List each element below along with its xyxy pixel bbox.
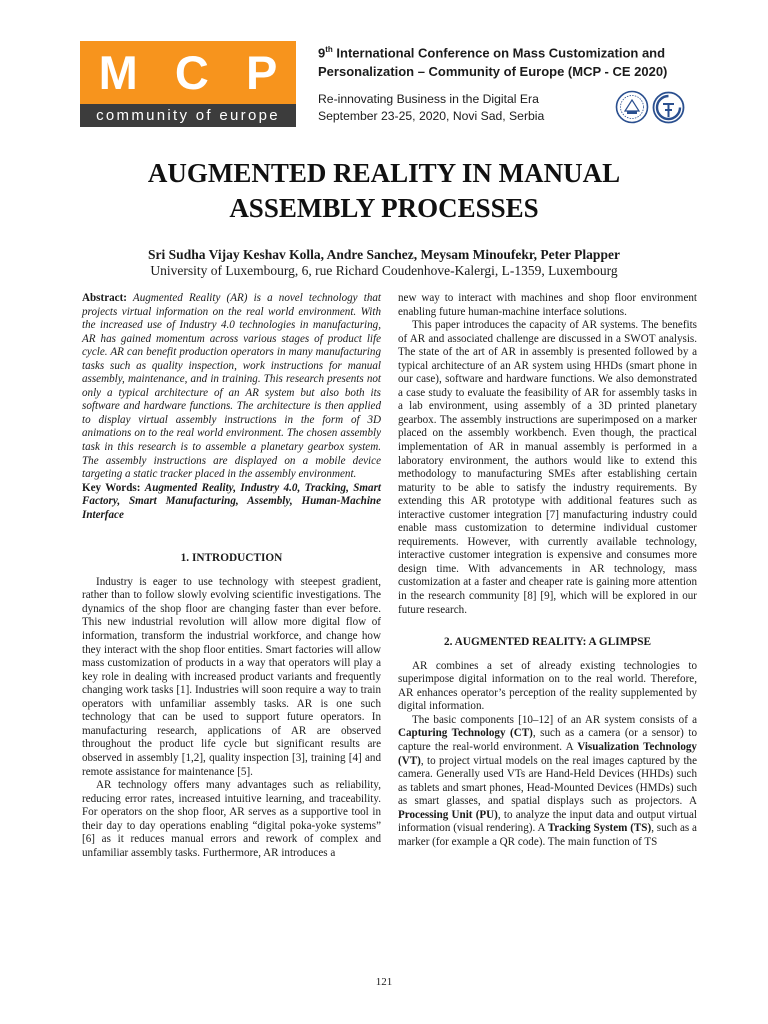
text-run: , such as a camera (or a sensor) to capture the real-world environment. A	[398, 727, 697, 753]
keywords	[82, 482, 381, 523]
text-run: The basic components [10–12] of an AR system consists of a	[412, 713, 697, 726]
paper-authors: Sri Sudha Vijay Keshav Kolla, Andre Sanchez, Meysam Minoufekr, Peter Plapper	[148, 247, 620, 262]
conference-ordinal-suffix: th	[325, 45, 333, 54]
right-column	[398, 292, 697, 849]
logo-letters	[80, 45, 296, 99]
university-seal-icon	[615, 90, 649, 124]
abstract-label: Abstract:	[82, 292, 127, 304]
conference-name-line2: Personalization – Community of Europe (MCP - CE 2020)	[318, 64, 668, 80]
term-visualization-technology: Visualization Technology (VT)	[398, 740, 697, 767]
left-column	[82, 292, 381, 860]
conference-ordinal: 9	[318, 45, 326, 61]
keywords-label: Key Words:	[82, 481, 145, 494]
conference-theme: Re-innovating Business in the Digital Era	[318, 92, 539, 107]
abstract	[82, 292, 381, 482]
conference-name	[318, 40, 718, 81]
conference-date-location: September 23-25, 2020, Novi Sad, Serbia	[318, 109, 545, 124]
section2-paragraph: AR combines a set of already existing technologies to superimpose digital information on to the real world. Therefore, AR enhances operator’s perception of the reality supplemented by digital information.	[398, 659, 697, 713]
logo-letter-p: P	[246, 45, 278, 99]
logo-letter-c: C	[174, 45, 209, 99]
abstract-text: Augmented Reality (AR) is a novel technology that projects virtual information on the real world environment. With the increased use of Industry 4.0 technologies in manufacturing, AR has gained momentum across various stages of product life cycle. AR can benefit production operators in many manufacturing tasks such as quality inspection, work instructions for manual assembly, maintenance, and in training. This research presents not only a typical architecture of an AR system but also both its software and hardware functions. The architecture is then applied to display virtual assembly instructions in the form of 3D animations on to the real world environment. The chosen assembly task in this research is to assemble a planetary gearbox system. The assembly instructions are displayed on a mobile device targeting a static tracker placed in the assembly environment.	[82, 292, 381, 481]
term-capturing-technology: Capturing Technology (CT)	[398, 727, 533, 740]
keywords-text: Augmented Reality, Industry 4.0, Tracking, Smart Factory, Smart Manufacturing, Assembly, Human-Machine Interface	[82, 481, 381, 521]
paper-title-line1: AUGMENTED REALITY IN MANUAL	[147, 158, 621, 188]
mcp-logo	[80, 41, 296, 127]
section2-paragraph	[398, 714, 697, 849]
section1-heading: 1. INTRODUCTION	[180, 552, 283, 565]
section2-heading: 2. AUGMENTED REALITY: A GLIMPSE	[443, 636, 652, 649]
text-run: , such as a marker (for example a QR code). The main function of TS	[398, 822, 697, 848]
section1-paragraph: This paper introduces the capacity of AR systems. The benefits of AR and associated challenge are discussed in a SWOT analysis. The state of the art of AR in assembly is presented followed by a typical architecture of an AR system using HHDs (smart phone in our case), software and hardware functions. We also demonstrated a case study to evaluate the feasibility of AR for assembly tasks in a lab environment, using assembly of a 3D printed planetary gearbox. The assembly instructions are superimposed on a marker placed on the assembly workbench. Even though, the practical implementation of AR in manual assembly is performed in a laboratory environment, the authors would like to extend this methodology to manufacturing SMEs after establishing certain maturity to be able to satisfy the industry requirements. By extending this AR prototype with additional features such as interactive customer integration [7] manufacturing industry could enable mass customization to determine individual customer requirements. However, with currently available technology, interactive customer integration is expensive and consumes more design time. With advancements in AR technology, mass customization at a faster and cheaper rate is gaining more attention in the research community [8] [9], which will be explored in our future research.	[398, 319, 697, 616]
logo-tagline: community of europe	[80, 104, 296, 127]
page-number: 121	[375, 976, 393, 988]
text-run: , to project virtual models on the real images captured by the camera. Generally used VTs are Hand-Held Devices (HHDs) such as tablets and smart phones, Head-Mounted Devices (HMDs) such as smart glasses, and spatial displays such as projectors. A	[398, 754, 697, 808]
logo-letter-m: M	[98, 45, 138, 99]
conference-name-line1: International Conference on Mass Customization and	[332, 45, 666, 61]
paper-title-line2: ASSEMBLY PROCESSES	[229, 193, 539, 223]
section1-paragraph: AR technology offers many advantages such as reliability, reducing error rates, increased intuitive learning, and traceability. For operators on the shop floor, AR serves as a supportive tool in their day to day operations enabling “digital poka-yoke systems” [6] as it reduces manual errors and rework of complex and unfamiliar assembly tasks. Furthermore, AR introduces a	[82, 779, 381, 859]
paper-title	[0, 156, 768, 226]
paper-affiliation: University of Luxembourg, 6, rue Richard Coudenhove-Kalergi, L-1359, Luxembourg	[150, 263, 618, 278]
faculty-emblem-icon	[652, 91, 685, 124]
text-run: , to analyze the input data and output virtual information (visual rendering). A	[398, 808, 698, 835]
term-processing-unit: Processing Unit (PU)	[398, 808, 498, 821]
term-tracking-system: Tracking System (TS)	[547, 822, 652, 835]
section1-paragraph: new way to interact with machines and shop floor environment enabling future human-machine interface solutions.	[398, 292, 697, 318]
section1-paragraph: Industry is eager to use technology with steepest gradient, rather than to follow slowly evolving scientific investigations. The dynamics of the shop floor are changing faster than ever before. This new industrial revolution will allow more digital flow of information, transform the industrial workforce, and change how they interact with the shop floor entities. Smart factories will allow mass customization of products in a way that operators will play a key role in dealing with increased product variants and frequently changing work tasks [1]. Industries will soon require a way to train operators with unfamiliar assembly tasks. AR is one such technology that can be used to support future operators. In manufacturing research, applications of AR are observed throughout the product life cycle but significant results are observed in assembly [1,2], quality inspection [3], training [4] and remote assistance for maintenance [5].	[82, 575, 381, 778]
